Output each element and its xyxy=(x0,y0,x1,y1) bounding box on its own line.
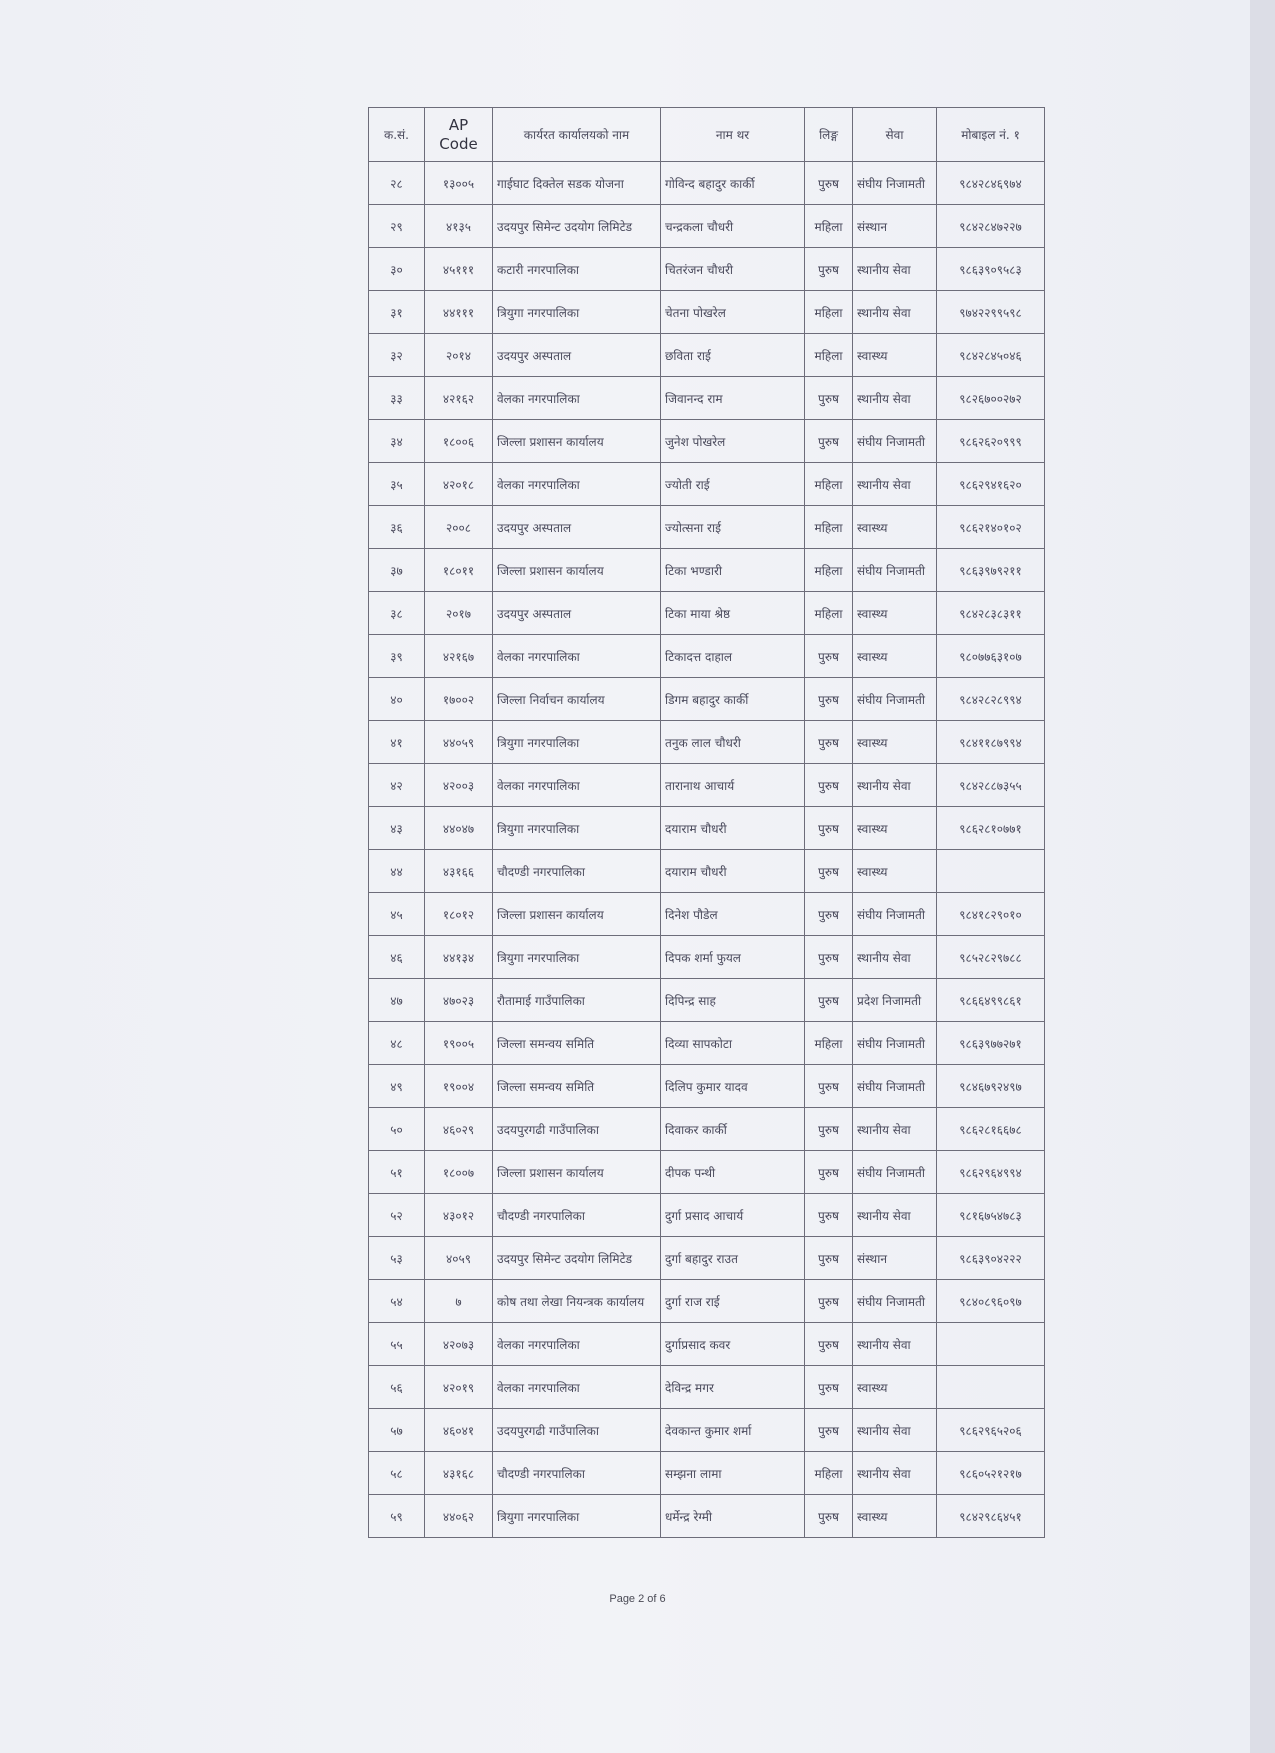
cell-mobile xyxy=(937,850,1045,893)
cell-full-name: टिका भण्डारी xyxy=(661,549,805,592)
table-header-row xyxy=(369,108,1045,162)
cell-serial-number: ५९ xyxy=(369,1495,425,1538)
table-row xyxy=(369,420,1045,463)
cell-gender: पुरुष xyxy=(805,1409,853,1452)
cell-ap-code: ४६०४१ xyxy=(425,1409,493,1452)
cell-ap-code: ४७०२३ xyxy=(425,979,493,1022)
cell-ap-code: १३००५ xyxy=(425,162,493,205)
cell-office-name: उदयपुरगढी गाउँपालिका xyxy=(493,1409,661,1452)
cell-service: स्थानीय सेवा xyxy=(853,1108,937,1151)
cell-service: स्वास्थ्य xyxy=(853,721,937,764)
cell-gender: पुरुष xyxy=(805,1108,853,1151)
cell-mobile xyxy=(937,1366,1045,1409)
cell-office-name: त्रियुगा नगरपालिका xyxy=(493,807,661,850)
table-row xyxy=(369,162,1045,205)
cell-gender: महिला xyxy=(805,506,853,549)
cell-gender: महिला xyxy=(805,1022,853,1065)
cell-serial-number: ३३ xyxy=(369,377,425,420)
cell-office-name: जिल्ला प्रशासन कार्यालय xyxy=(493,893,661,936)
cell-service: स्थानीय सेवा xyxy=(853,1409,937,1452)
cell-service: संघीय निजामती xyxy=(853,549,937,592)
table-body xyxy=(369,162,1045,1538)
table-row xyxy=(369,764,1045,807)
cell-ap-code: ४२०१८ xyxy=(425,463,493,506)
table-row xyxy=(369,678,1045,721)
table-row xyxy=(369,1022,1045,1065)
cell-full-name: चितरंजन चौधरी xyxy=(661,248,805,291)
cell-gender: पुरुष xyxy=(805,1237,853,1280)
cell-ap-code: ४३१६८ xyxy=(425,1452,493,1495)
cell-mobile: ९८६३९०९५८३ xyxy=(937,248,1045,291)
cell-service: स्वास्थ्य xyxy=(853,506,937,549)
cell-full-name: धर्मेन्द्र रेग्मी xyxy=(661,1495,805,1538)
header-ap-code-line1: AP xyxy=(448,115,469,134)
cell-full-name: टिका माया श्रेष्ठ xyxy=(661,592,805,635)
cell-service: स्वास्थ्य xyxy=(853,1366,937,1409)
cell-full-name: दुर्गा प्रसाद आचार्य xyxy=(661,1194,805,1237)
cell-mobile: ९८४१८२९०१० xyxy=(937,893,1045,936)
cell-service: संस्थान xyxy=(853,1237,937,1280)
table-row xyxy=(369,1495,1045,1538)
cell-serial-number: ४९ xyxy=(369,1065,425,1108)
cell-mobile: ९८६२१४०१०२ xyxy=(937,506,1045,549)
cell-mobile: ९८४२८३८३११ xyxy=(937,592,1045,635)
cell-ap-code: ४३०१२ xyxy=(425,1194,493,1237)
cell-service: संघीय निजामती xyxy=(853,162,937,205)
cell-gender: पुरुष xyxy=(805,893,853,936)
cell-ap-code: २०१७ xyxy=(425,592,493,635)
cell-gender: पुरुष xyxy=(805,162,853,205)
table-row xyxy=(369,1409,1045,1452)
cell-office-name: जिल्ला निर्वाचन कार्यालय xyxy=(493,678,661,721)
cell-ap-code: १८००७ xyxy=(425,1151,493,1194)
cell-office-name: कटारी नगरपालिका xyxy=(493,248,661,291)
cell-ap-code: ४२००३ xyxy=(425,764,493,807)
cell-gender: महिला xyxy=(805,463,853,506)
cell-service: संघीय निजामती xyxy=(853,678,937,721)
cell-gender: पुरुष xyxy=(805,377,853,420)
table-row xyxy=(369,1065,1045,1108)
cell-gender: पुरुष xyxy=(805,1194,853,1237)
cell-full-name: दुर्गाप्रसाद कवर xyxy=(661,1323,805,1366)
cell-full-name: दिपिन्द्र साह xyxy=(661,979,805,1022)
cell-full-name: दयाराम चौधरी xyxy=(661,807,805,850)
cell-ap-code: ४२०१९ xyxy=(425,1366,493,1409)
cell-office-name: उदयपुर अस्पताल xyxy=(493,334,661,377)
cell-office-name: उदयपुर सिमेन्ट उदयोग लिमिटेड xyxy=(493,205,661,248)
cell-full-name: ज्योत्सना राई xyxy=(661,506,805,549)
cell-mobile: ९८६२८१०७७१ xyxy=(937,807,1045,850)
cell-office-name: उदयपुरगढी गाउँपालिका xyxy=(493,1108,661,1151)
cell-serial-number: ४१ xyxy=(369,721,425,764)
cell-gender: पुरुष xyxy=(805,1323,853,1366)
cell-mobile: ९८२६७००२७२ xyxy=(937,377,1045,420)
cell-office-name: चौदण्डी नगरपालिका xyxy=(493,1194,661,1237)
cell-service: स्थानीय सेवा xyxy=(853,1452,937,1495)
cell-office-name: वेलका नगरपालिका xyxy=(493,764,661,807)
table-row xyxy=(369,1194,1045,1237)
cell-gender: पुरुष xyxy=(805,420,853,463)
cell-mobile xyxy=(937,1323,1045,1366)
cell-service: स्थानीय सेवा xyxy=(853,248,937,291)
cell-serial-number: २९ xyxy=(369,205,425,248)
cell-mobile: ९८४२८४७२२७ xyxy=(937,205,1045,248)
cell-serial-number: ५३ xyxy=(369,1237,425,1280)
table-row xyxy=(369,1366,1045,1409)
table-row xyxy=(369,334,1045,377)
cell-serial-number: ५० xyxy=(369,1108,425,1151)
cell-full-name: दिपक शर्मा फुयल xyxy=(661,936,805,979)
table-row xyxy=(369,1108,1045,1151)
cell-ap-code: ४६०२९ xyxy=(425,1108,493,1151)
cell-mobile: ९८४२९८६४५१ xyxy=(937,1495,1045,1538)
cell-service: स्वास्थ्य xyxy=(853,334,937,377)
cell-full-name: दिवाकर कार्की xyxy=(661,1108,805,1151)
cell-service: स्वास्थ्य xyxy=(853,1495,937,1538)
cell-serial-number: २८ xyxy=(369,162,425,205)
cell-serial-number: ५७ xyxy=(369,1409,425,1452)
cell-ap-code: ४२०७३ xyxy=(425,1323,493,1366)
cell-ap-code: १८०११ xyxy=(425,549,493,592)
cell-gender: पुरुष xyxy=(805,248,853,291)
cell-mobile: ९८४२८४६९७४ xyxy=(937,162,1045,205)
cell-gender: महिला xyxy=(805,1452,853,1495)
cell-full-name: दिव्या सापकोटा xyxy=(661,1022,805,1065)
cell-mobile: ९८४६७९२४९७ xyxy=(937,1065,1045,1108)
cell-service: संघीय निजामती xyxy=(853,1280,937,1323)
cell-gender: पुरुष xyxy=(805,1065,853,1108)
cell-mobile: ९८६०५२१२१७ xyxy=(937,1452,1045,1495)
cell-office-name: जिल्ला प्रशासन कार्यालय xyxy=(493,420,661,463)
cell-office-name: वेलका नगरपालिका xyxy=(493,635,661,678)
header-gender: लिङ्ग xyxy=(805,108,853,162)
cell-serial-number: ४५ xyxy=(369,893,425,936)
cell-office-name: वेलका नगरपालिका xyxy=(493,377,661,420)
cell-ap-code: २००८ xyxy=(425,506,493,549)
cell-service: संघीय निजामती xyxy=(853,1022,937,1065)
cell-office-name: त्रियुगा नगरपालिका xyxy=(493,1495,661,1538)
cell-full-name: टिकादत्त दाहाल xyxy=(661,635,805,678)
cell-office-name: कोष तथा लेखा नियन्त्रक कार्यालय xyxy=(493,1280,661,1323)
cell-office-name: वेलका नगरपालिका xyxy=(493,1366,661,1409)
page-edge xyxy=(1250,0,1275,1753)
cell-service: स्वास्थ्य xyxy=(853,635,937,678)
header-full-name: नाम थर xyxy=(661,108,805,162)
cell-ap-code: ४४०६२ xyxy=(425,1495,493,1538)
cell-serial-number: ४४ xyxy=(369,850,425,893)
cell-service: संघीय निजामती xyxy=(853,1151,937,1194)
cell-full-name: जिवानन्द राम xyxy=(661,377,805,420)
cell-office-name: जिल्ला समन्वय समिति xyxy=(493,1065,661,1108)
cell-serial-number: ५४ xyxy=(369,1280,425,1323)
cell-full-name: चन्द्रकला चौधरी xyxy=(661,205,805,248)
cell-service: स्थानीय सेवा xyxy=(853,291,937,334)
cell-serial-number: ४८ xyxy=(369,1022,425,1065)
cell-mobile: ९८४११८७९९४ xyxy=(937,721,1045,764)
cell-serial-number: ४३ xyxy=(369,807,425,850)
cell-service: प्रदेश निजामती xyxy=(853,979,937,1022)
cell-mobile: ९८४२८८७३५५ xyxy=(937,764,1045,807)
cell-full-name: दीपक पन्थी xyxy=(661,1151,805,1194)
cell-gender: महिला xyxy=(805,592,853,635)
table-row xyxy=(369,506,1045,549)
cell-office-name: जिल्ला प्रशासन कार्यालय xyxy=(493,549,661,592)
cell-gender: पुरुष xyxy=(805,807,853,850)
cell-full-name: गोविन्द बहादुर कार्की xyxy=(661,162,805,205)
cell-full-name: देवकान्त कुमार शर्मा xyxy=(661,1409,805,1452)
cell-gender: पुरुष xyxy=(805,1495,853,1538)
cell-office-name: वेलका नगरपालिका xyxy=(493,1323,661,1366)
table-row xyxy=(369,893,1045,936)
cell-mobile: ९८०७७६३१०७ xyxy=(937,635,1045,678)
cell-gender: पुरुष xyxy=(805,678,853,721)
table-row xyxy=(369,721,1045,764)
header-ap-code-line2: Code xyxy=(439,134,478,153)
cell-gender: पुरुष xyxy=(805,764,853,807)
cell-ap-code: ४२१६७ xyxy=(425,635,493,678)
cell-office-name: चौदण्डी नगरपालिका xyxy=(493,850,661,893)
cell-mobile: ९८४२८४५०४६ xyxy=(937,334,1045,377)
staff-roster-table xyxy=(368,107,1045,1538)
cell-service: संघीय निजामती xyxy=(853,893,937,936)
cell-office-name: त्रियुगा नगरपालिका xyxy=(493,936,661,979)
cell-serial-number: ३१ xyxy=(369,291,425,334)
cell-mobile: ९८६३९७९२११ xyxy=(937,549,1045,592)
cell-gender: महिला xyxy=(805,205,853,248)
cell-office-name: त्रियुगा नगरपालिका xyxy=(493,721,661,764)
cell-full-name: दिलिप कुमार यादव xyxy=(661,1065,805,1108)
cell-mobile: ९८६२९६४९९४ xyxy=(937,1151,1045,1194)
cell-gender: पुरुष xyxy=(805,936,853,979)
cell-serial-number: ३५ xyxy=(369,463,425,506)
cell-gender: पुरुष xyxy=(805,635,853,678)
cell-office-name: उदयपुर अस्पताल xyxy=(493,506,661,549)
cell-service: स्थानीय सेवा xyxy=(853,463,937,506)
cell-gender: पुरुष xyxy=(805,850,853,893)
cell-serial-number: ३४ xyxy=(369,420,425,463)
cell-office-name: वेलका नगरपालिका xyxy=(493,463,661,506)
cell-mobile: ९८६२९४१६२० xyxy=(937,463,1045,506)
cell-full-name: देविन्द्र मगर xyxy=(661,1366,805,1409)
cell-office-name: उदयपुर सिमेन्ट उदयोग लिमिटेड xyxy=(493,1237,661,1280)
table-row xyxy=(369,248,1045,291)
cell-service: संघीय निजामती xyxy=(853,420,937,463)
cell-full-name: डिगम बहादुर कार्की xyxy=(661,678,805,721)
cell-gender: पुरुष xyxy=(805,1151,853,1194)
page-number-footer: Page 2 of 6 xyxy=(609,1593,666,1605)
cell-serial-number: ३८ xyxy=(369,592,425,635)
cell-mobile: ९८६२६२०९९९ xyxy=(937,420,1045,463)
cell-ap-code: २०१४ xyxy=(425,334,493,377)
cell-ap-code: ४५१११ xyxy=(425,248,493,291)
cell-service: स्थानीय सेवा xyxy=(853,1323,937,1366)
table-row xyxy=(369,807,1045,850)
cell-full-name: दयाराम चौधरी xyxy=(661,850,805,893)
cell-gender: महिला xyxy=(805,549,853,592)
cell-service: स्वास्थ्य xyxy=(853,592,937,635)
cell-ap-code: ४२१६२ xyxy=(425,377,493,420)
cell-mobile: ९८६२८१६६७८ xyxy=(937,1108,1045,1151)
header-serial-number: क.सं. xyxy=(369,108,425,162)
cell-ap-code: ७ xyxy=(425,1280,493,1323)
cell-office-name: रौतामाई गाउँपालिका xyxy=(493,979,661,1022)
cell-mobile: ९८६३९०४२२२ xyxy=(937,1237,1045,1280)
cell-ap-code: १९००५ xyxy=(425,1022,493,1065)
table-row xyxy=(369,1323,1045,1366)
cell-serial-number: ४० xyxy=(369,678,425,721)
cell-serial-number: ४२ xyxy=(369,764,425,807)
cell-full-name: तारानाथ आचार्य xyxy=(661,764,805,807)
cell-ap-code: ४४१११ xyxy=(425,291,493,334)
cell-full-name: तनुक लाल चौधरी xyxy=(661,721,805,764)
cell-ap-code: ४४१३४ xyxy=(425,936,493,979)
table-row xyxy=(369,850,1045,893)
header-office-name: कार्यरत कार्यालयको नाम xyxy=(493,108,661,162)
table-row xyxy=(369,592,1045,635)
cell-full-name: दिनेश पौडेल xyxy=(661,893,805,936)
cell-serial-number: ५६ xyxy=(369,1366,425,1409)
cell-ap-code: १९००४ xyxy=(425,1065,493,1108)
cell-serial-number: ४६ xyxy=(369,936,425,979)
cell-service: संघीय निजामती xyxy=(853,1065,937,1108)
cell-office-name: जिल्ला समन्वय समिति xyxy=(493,1022,661,1065)
cell-ap-code: १८००६ xyxy=(425,420,493,463)
cell-ap-code: ४४०५९ xyxy=(425,721,493,764)
cell-serial-number: ५५ xyxy=(369,1323,425,1366)
cell-ap-code: ४१३५ xyxy=(425,205,493,248)
cell-serial-number: ५८ xyxy=(369,1452,425,1495)
table-row xyxy=(369,979,1045,1022)
table-row xyxy=(369,936,1045,979)
cell-full-name: सम्झना लामा xyxy=(661,1452,805,1495)
cell-serial-number: ३७ xyxy=(369,549,425,592)
header-mobile: मोबाइल नं. १ xyxy=(937,108,1045,162)
cell-service: स्थानीय सेवा xyxy=(853,936,937,979)
table-row xyxy=(369,549,1045,592)
cell-office-name: त्रियुगा नगरपालिका xyxy=(493,291,661,334)
cell-serial-number: ३६ xyxy=(369,506,425,549)
header-service: सेवा xyxy=(853,108,937,162)
cell-gender: पुरुष xyxy=(805,979,853,1022)
table-row xyxy=(369,1452,1045,1495)
cell-gender: पुरुष xyxy=(805,1280,853,1323)
table-row xyxy=(369,377,1045,420)
table-row xyxy=(369,1280,1045,1323)
cell-full-name: जुनेश पोखरेल xyxy=(661,420,805,463)
cell-gender: पुरुष xyxy=(805,1366,853,1409)
cell-office-name: चौदण्डी नगरपालिका xyxy=(493,1452,661,1495)
header-ap-code xyxy=(425,108,493,162)
cell-office-name: गाईघाट दिक्तेल सडक योजना xyxy=(493,162,661,205)
cell-serial-number: ४७ xyxy=(369,979,425,1022)
cell-service: स्थानीय सेवा xyxy=(853,377,937,420)
table-row xyxy=(369,635,1045,678)
cell-gender: महिला xyxy=(805,291,853,334)
table-row xyxy=(369,463,1045,506)
cell-mobile: ९८६३९७७२७१ xyxy=(937,1022,1045,1065)
cell-serial-number: ३२ xyxy=(369,334,425,377)
table-row xyxy=(369,1237,1045,1280)
cell-mobile: ९८१६७५४७८३ xyxy=(937,1194,1045,1237)
cell-office-name: जिल्ला प्रशासन कार्यालय xyxy=(493,1151,661,1194)
cell-mobile: ९८६६४९९८६१ xyxy=(937,979,1045,1022)
cell-full-name: चेतना पोखरेल xyxy=(661,291,805,334)
cell-ap-code: १७००२ xyxy=(425,678,493,721)
cell-mobile: ९८६२९६५२०६ xyxy=(937,1409,1045,1452)
cell-service: संस्थान xyxy=(853,205,937,248)
cell-ap-code: ४०५९ xyxy=(425,1237,493,1280)
cell-full-name: ज्योती राई xyxy=(661,463,805,506)
cell-full-name: दुर्गा बहादुर राउत xyxy=(661,1237,805,1280)
cell-mobile: ९८४०८९६०९७ xyxy=(937,1280,1045,1323)
cell-service: स्थानीय सेवा xyxy=(853,1194,937,1237)
cell-mobile: ९८४२८२८९९४ xyxy=(937,678,1045,721)
cell-ap-code: ४३१६६ xyxy=(425,850,493,893)
table-row xyxy=(369,205,1045,248)
cell-full-name: दुर्गा राज राई xyxy=(661,1280,805,1323)
cell-gender: पुरुष xyxy=(805,721,853,764)
cell-mobile: ९८५२८२९७८८ xyxy=(937,936,1045,979)
cell-serial-number: ३० xyxy=(369,248,425,291)
cell-serial-number: ५१ xyxy=(369,1151,425,1194)
table-row xyxy=(369,291,1045,334)
cell-full-name: छविता राई xyxy=(661,334,805,377)
cell-service: स्वास्थ्य xyxy=(853,850,937,893)
cell-serial-number: ३९ xyxy=(369,635,425,678)
cell-office-name: उदयपुर अस्पताल xyxy=(493,592,661,635)
cell-gender: महिला xyxy=(805,334,853,377)
table-row xyxy=(369,1151,1045,1194)
cell-ap-code: १८०१२ xyxy=(425,893,493,936)
cell-serial-number: ५२ xyxy=(369,1194,425,1237)
cell-ap-code: ४४०४७ xyxy=(425,807,493,850)
cell-mobile: ९७४२२९९५९८ xyxy=(937,291,1045,334)
cell-service: स्थानीय सेवा xyxy=(853,764,937,807)
cell-service: स्वास्थ्य xyxy=(853,807,937,850)
